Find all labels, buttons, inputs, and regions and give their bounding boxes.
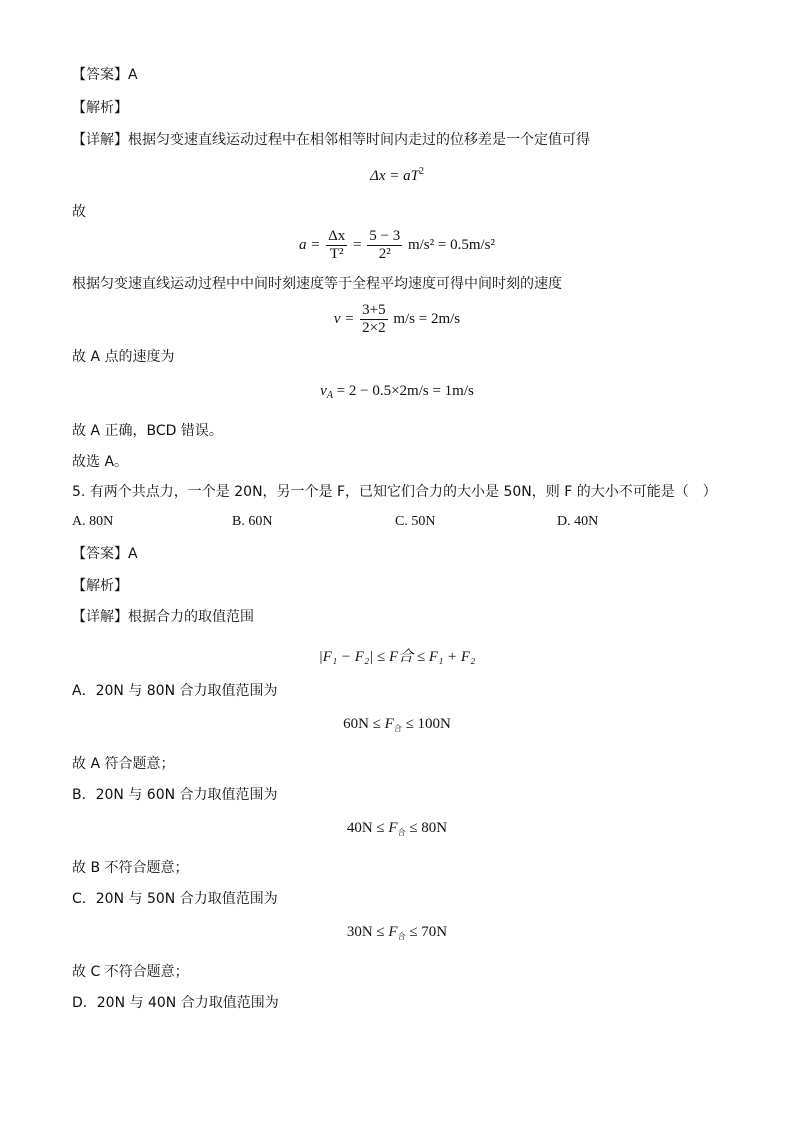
- item-a-verdict: 故 A 符合题意；: [72, 756, 175, 772]
- analysis-label-5: 【解析】: [72, 578, 128, 594]
- answer-label: 【答案】A: [72, 67, 138, 83]
- item-c-label: C．20N 与 50N 合力取值范围为: [72, 891, 278, 907]
- option-a: A. 80N: [72, 514, 114, 529]
- option-d: D. 40N: [557, 514, 599, 529]
- equation-velocity: v = $\frac{3+5}{2\times 2}$ m/s = 2m/s: [333, 302, 461, 336]
- analysis-label: 【解析】: [72, 100, 128, 116]
- equation-acceleration: a = $\frac{\Delta x}{\text{T²}}$ = $\frac{5 - 3}{\text{2²}}$ m/s² = 0.5m/s²: [298, 228, 496, 262]
- equation-range-a: $60N \le F_合 \le 100N$: [343, 716, 451, 733]
- equation-va: $v_A = 2 - 0.5\times 2m/s = 1m/s$: [320, 383, 474, 401]
- item-b-verdict: 故 B 不符合题意；: [72, 860, 189, 876]
- item-a-label: A．20N 与 80N 合力取值范围为: [72, 683, 278, 699]
- question-5-stem: 5. 有两个共点力，一个是 20N，另一个是 F，已知它们合力的大小是 50N，则 F 的大小不可能是（ ）: [72, 484, 717, 500]
- equation-range-b: $40N \le F_合 \le 80N$: [346, 820, 448, 837]
- so-text: 故: [72, 204, 86, 220]
- item-c-verdict: 故 C 不符合题意；: [72, 964, 189, 980]
- item-b-label: B．20N 与 60N 合力取值范围为: [72, 787, 278, 803]
- equation-delta-x: $\Delta x = aT^2$: [370, 166, 424, 184]
- choose-text: 故选 A。: [72, 454, 129, 470]
- item-d-label: D．20N 与 40N 合力取值范围为: [72, 995, 279, 1011]
- point-a-speed-text: 故 A 点的速度为: [72, 349, 175, 365]
- detail-text: 【详解】根据匀变速直线运动过程中在相邻相等时间内走过的位移差是一个定值可得: [72, 132, 590, 148]
- equation-force-range: |F₁ − F₂| ≤ F合 ≤ F₁ + F₂: [318, 649, 476, 665]
- mid-time-text: 根据匀变速直线运动过程中中间时刻速度等于全程平均速度可得中间时刻的速度: [72, 276, 562, 292]
- option-c: C. 50N: [395, 514, 436, 529]
- answer-label-5: 【答案】A: [72, 546, 138, 562]
- correct-text: 故 A 正确，BCD 错误。: [72, 423, 223, 439]
- detail-text-5: 【详解】根据合力的取值范围: [72, 609, 254, 625]
- option-b: B. 60N: [232, 514, 273, 529]
- equation-range-c: $30N \le F_合 \le 70N$: [346, 924, 448, 941]
